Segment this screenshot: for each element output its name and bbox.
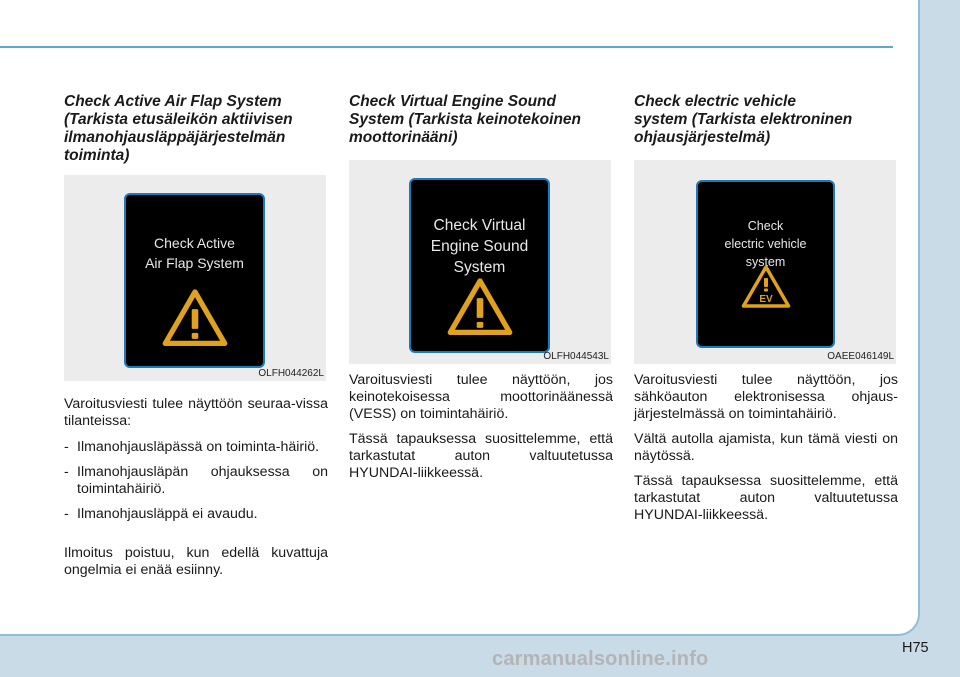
section-body xyxy=(634,372,898,524)
image-code: OLFH044543L xyxy=(543,351,609,362)
intro-paragraph: Varoitusviesti tulee näyttöön seuraa-vissa tilanteissa: xyxy=(64,396,328,429)
cluster-display xyxy=(409,178,550,353)
section-electric-vehicle-system xyxy=(634,93,898,532)
cluster-display xyxy=(124,193,265,368)
paragraph: Varoitusviesti tulee näyttöön, jos sähköauton elektronisessa ohjaus-järjestelmässä on toimintahäiriö. xyxy=(634,372,898,422)
image-code: OAEE046149L xyxy=(827,351,894,362)
list-item: - Ilmanohjausläpässä on toiminta-häiriö. xyxy=(64,439,320,455)
section-air-flap xyxy=(64,93,328,587)
ev-warning-triangle-icon xyxy=(741,264,791,308)
figure-ev-system xyxy=(634,160,896,364)
warning-triangle-icon xyxy=(162,288,228,346)
paragraph: Tässä tapauksessa suosittelemme, että tarkastutat auton valtuutetussa HYUNDAI-liikkeessä. xyxy=(634,473,898,523)
display-message: Check Virtual Engine Sound System xyxy=(430,217,529,276)
section-body xyxy=(64,396,328,579)
header-rule xyxy=(0,46,893,48)
list-item: - Ilmanohjausläppä ei avaudu. xyxy=(64,506,258,522)
cluster-display xyxy=(696,180,835,348)
section-heading: Check electric vehicle system (Tarkista elektroninen ohjausjärjestelmä) xyxy=(634,93,853,146)
display-message: Check Active Air Flap System xyxy=(145,235,244,271)
figure-vess xyxy=(349,160,611,364)
display-message: Check electric vehicle system xyxy=(724,219,807,269)
section-body xyxy=(349,372,613,482)
ev-label: EV xyxy=(758,294,773,305)
section-heading: Check Active Air Flap System (Tarkista etusäleikön aktiivisen ilmanohjausläppäjärjestelmän toiminta) xyxy=(64,93,293,164)
paragraph: Tässä tapauksessa suosittelemme, että tarkastutat auton valtuutetussa HYUNDAI-liikkeessä. xyxy=(349,431,613,481)
paragraph: Varoitusviesti tulee näyttöön, jos keinotekoisessa moottorinäänessä (VESS) on toimintahäiriö. xyxy=(349,372,613,422)
section-heading: Check Virtual Engine Sound System (Tarkista keinotekoinen moottorinääni) xyxy=(349,93,582,146)
paragraph: Vältä autolla ajamista, kun tämä viesti on näytössä. xyxy=(634,431,898,464)
note-paragraph: Ilmoitus poistuu, kun edellä kuvattuja ongelmia ei enää esiinny. xyxy=(64,545,328,578)
figure-air-flap xyxy=(64,175,326,381)
image-code: OLFH044262L xyxy=(258,368,324,379)
watermark: carmanualsonline.info xyxy=(492,648,709,670)
section-virtual-engine-sound xyxy=(349,93,613,490)
list-item: - Ilmanohjausläpän ohjauksessa on toimintahäiriö. xyxy=(64,464,328,497)
warning-triangle-icon xyxy=(447,277,513,335)
page-number: H75 xyxy=(902,640,929,656)
